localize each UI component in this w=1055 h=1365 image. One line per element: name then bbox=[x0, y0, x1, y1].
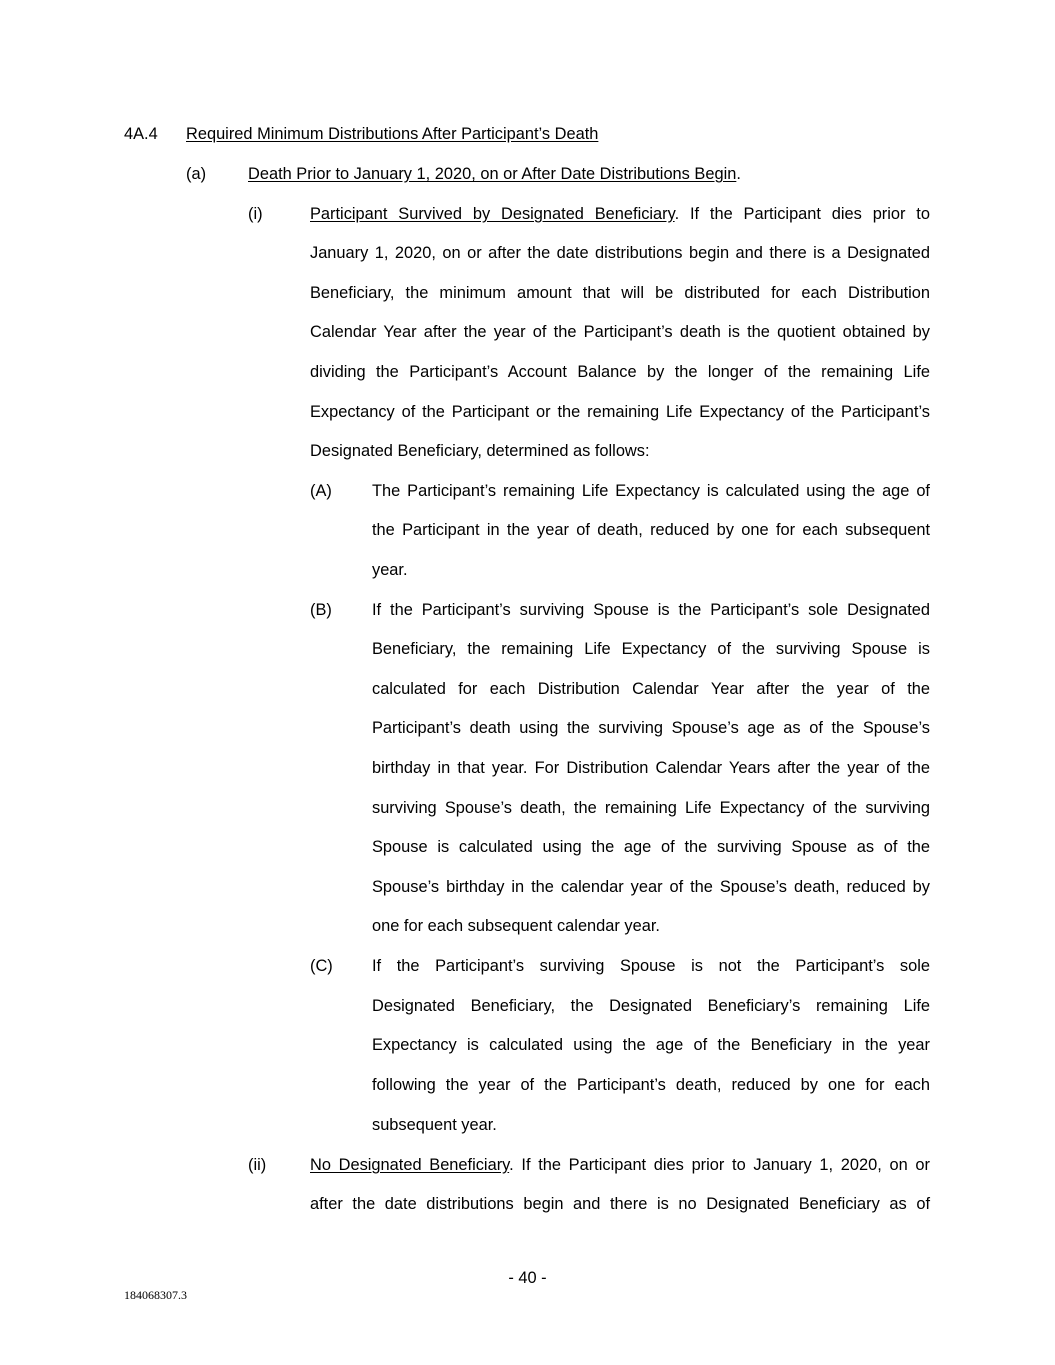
item-A-line: the Participant in the year of death, reduced by one for each subsequent bbox=[372, 521, 930, 539]
paragraph-i-title: Participant Survived by Designated Beneficiary bbox=[310, 205, 675, 223]
subsection-a-label: (a) bbox=[186, 165, 207, 183]
paragraph-ii-line bbox=[310, 1155, 930, 1175]
item-B-line: one for each subsequent calendar year. bbox=[372, 917, 660, 935]
item-B-line: Participant’s death using the surviving Spouse’s age as of the Spouse’s bbox=[372, 719, 930, 737]
item-B-line: Spouse’s birthday in the calendar year of the Spouse’s death, reduced by bbox=[372, 878, 930, 896]
paragraph-i-line: Calendar Year after the year of the Participant’s death is the quotient obtained by bbox=[310, 323, 930, 341]
item-B-label: (B) bbox=[310, 601, 332, 619]
paragraph-i-label: (i) bbox=[248, 205, 263, 223]
paragraph-i-text: . If the Participant dies prior to bbox=[674, 205, 930, 223]
paragraph-i-line: Beneficiary, the minimum amount that will be distributed for each Distribution bbox=[310, 284, 930, 302]
paragraph-ii-text: . If the Participant dies prior to January 1, 2020, on or bbox=[509, 1156, 930, 1174]
document-id: 184068307.3 bbox=[124, 1288, 187, 1302]
paragraph-ii-label: (ii) bbox=[248, 1156, 267, 1174]
item-C-line: Expectancy is calculated using the age of the Beneficiary in the year bbox=[372, 1036, 930, 1054]
item-B-line: surviving Spouse’s death, the remaining Life Expectancy of the surviving bbox=[372, 799, 930, 817]
item-C-label: (C) bbox=[310, 957, 333, 975]
item-A-line: year. bbox=[372, 561, 408, 579]
item-A-line: The Participant’s remaining Life Expectancy is calculated using the age of bbox=[372, 482, 930, 500]
item-C-line: Designated Beneficiary, the Designated Beneficiary’s remaining Life bbox=[372, 997, 930, 1015]
paragraph-ii-line: after the date distributions begin and there is no Designated Beneficiary as of bbox=[310, 1195, 930, 1213]
section-number: 4A.4 bbox=[124, 125, 158, 143]
paragraph-i-line: Expectancy of the Participant or the remaining Life Expectancy of the Participant’s bbox=[310, 403, 930, 421]
item-A-label: (A) bbox=[310, 482, 332, 500]
paragraph-i-line: Designated Beneficiary, determined as follows: bbox=[310, 442, 650, 460]
paragraph-ii-title: No Designated Beneficiary bbox=[310, 1156, 510, 1174]
item-C-line: following the year of the Participant’s death, reduced by one for each bbox=[372, 1076, 930, 1094]
section-title: Required Minimum Distributions After Participant’s Death bbox=[186, 125, 599, 143]
subsection-a-period: . bbox=[736, 165, 741, 183]
item-C-line: If the Participant’s surviving Spouse is not the Participant’s sole bbox=[372, 957, 930, 975]
subsection-a-title: Death Prior to January 1, 2020, on or After Date Distributions Begin bbox=[248, 165, 737, 183]
page-number: - 40 - bbox=[508, 1269, 547, 1287]
item-B-line: birthday in that year. For Distribution Calendar Years after the year of the bbox=[372, 759, 930, 777]
subsection-a-heading bbox=[248, 164, 741, 184]
item-B-line: Beneficiary, the remaining Life Expectancy of the surviving Spouse is bbox=[372, 640, 930, 658]
paragraph-i-line bbox=[310, 204, 930, 224]
item-C-line: subsequent year. bbox=[372, 1116, 497, 1134]
paragraph-i-line: January 1, 2020, on or after the date distributions begin and there is a Designated bbox=[310, 244, 930, 262]
paragraph-i-line: dividing the Participant’s Account Balance by the longer of the remaining Life bbox=[310, 363, 930, 381]
item-B-line: If the Participant’s surviving Spouse is the Participant’s sole Designated bbox=[372, 601, 930, 619]
item-B-line: calculated for each Distribution Calendar Year after the year of the bbox=[372, 680, 930, 698]
item-B-line: Spouse is calculated using the age of the surviving Spouse as of the bbox=[372, 838, 930, 856]
